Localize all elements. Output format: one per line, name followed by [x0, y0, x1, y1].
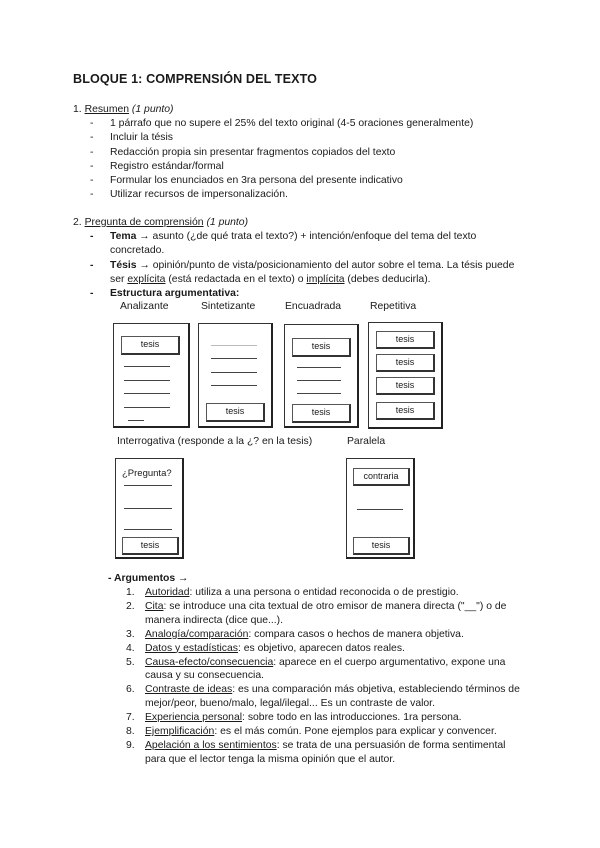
encuadrada-label: Encuadrada — [285, 301, 342, 312]
tesis-box: tesis — [353, 537, 410, 555]
list-item: - Redacción propia sin presentar fragmentos copiados del texto — [110, 146, 473, 160]
argument-term: Cita — [145, 600, 164, 612]
text-line — [297, 380, 341, 381]
tema-term: Tema — [110, 231, 137, 242]
list-item — [126, 628, 520, 642]
text-line — [211, 358, 257, 359]
list-item — [126, 656, 520, 684]
text-line — [124, 380, 170, 381]
tesis-box-top: tesis — [292, 338, 351, 357]
argument-text: : es una comparación más objetiva, estableciendo términos de mejor/peor, bueno/malo, legal/ilegal... Es un contraste de valor. — [145, 684, 520, 710]
section-1-points: (1 punto) — [129, 104, 174, 115]
argument-text: : compara casos o hechos de manera objetiva. — [248, 628, 464, 640]
argument-term: Experiencia personal — [145, 712, 243, 724]
text-line — [297, 367, 341, 368]
list-item: - Formular los enunciados en 3ra persona del presente indicativo — [110, 174, 473, 188]
tesis-box-bottom: tesis — [292, 404, 351, 423]
item-number: 3. — [126, 628, 135, 640]
section-1-title: Resumen — [84, 104, 130, 115]
paralela-diagram — [346, 458, 415, 559]
text-line — [124, 366, 170, 367]
tesis-text-1: opinión/punto de vista/posicionamiento del autor sobre el tema. La tésis puede ser — [110, 259, 515, 285]
encuadrada-diagram — [284, 324, 359, 428]
interrogativa-diagram — [115, 458, 184, 559]
tesis-box: tesis — [206, 403, 265, 422]
argument-term: Datos y estadísticas — [145, 642, 238, 654]
section-2-heading — [73, 216, 248, 230]
comprehension-list — [110, 230, 515, 301]
list-item — [126, 586, 520, 600]
arrow-icon: → — [136, 259, 153, 271]
tesis-text-2: (está redactada en el texto) o — [165, 273, 307, 285]
tesis-box: tesis — [121, 336, 180, 355]
argument-text: : utiliza a una persona o entidad reconocida o de prestigio. — [189, 587, 459, 598]
text-line — [124, 393, 170, 394]
text-line — [297, 393, 341, 394]
argument-text: : sobre todo en las introducciones. 1ra persona. — [242, 712, 462, 724]
argument-term: Contraste de ideas — [145, 684, 233, 696]
item-number: 5. — [126, 656, 135, 668]
tesis-text-3: (debes deducirla). — [344, 273, 431, 285]
repetitiva-label: Repetitiva — [370, 301, 417, 312]
item-number: 8. — [126, 726, 135, 738]
item-number: 6. — [126, 684, 135, 696]
interrogativa-label: Interrogativa (responde a la ¿? en la tesis) — [117, 436, 313, 447]
argument-term: Causa-efecto/consecuencia — [145, 656, 274, 668]
argument-term: Apelación a los sentimientos — [145, 739, 277, 751]
tesis-box: tesis — [376, 377, 435, 395]
section-2-points: (1 punto) — [203, 217, 249, 228]
text-line — [124, 529, 172, 530]
argumentos-list — [126, 586, 520, 767]
item-number: 7. — [126, 712, 135, 724]
text-line — [211, 385, 257, 386]
summary-rules-list — [110, 117, 473, 203]
argument-term: Autoridad — [145, 587, 190, 598]
item-number: 9. — [126, 739, 135, 751]
arrow-icon: → — [136, 231, 153, 242]
list-item: - 1 párrafo que no supere el 25% del texto original (4-5 oraciones generalmente) — [110, 117, 473, 131]
page-title: BLOQUE 1: COMPRENSIÓN DEL TEXTO — [73, 72, 318, 86]
list-item: - Utilizar recursos de impersonalización. — [110, 188, 473, 202]
tesis-box: tesis — [376, 354, 435, 372]
list-item: - Registro estándar/formal — [110, 160, 473, 174]
argument-text: : se introduce una cita textual de otro emisor de manera directa ("__") o de manera indirecta (dice que...). — [145, 600, 507, 626]
section-2-number: 2. — [73, 217, 85, 228]
list-item — [126, 642, 520, 656]
section-1-heading — [73, 103, 174, 117]
pregunta-text: ¿Pregunta? — [122, 468, 172, 479]
text-line — [124, 508, 172, 509]
tesis-implicita: implícita — [306, 273, 345, 285]
sintetizante-diagram — [198, 323, 273, 428]
analizante-label: Analizante — [120, 301, 169, 312]
contraria-box: contraria — [353, 468, 410, 486]
tesis-term: Tésis — [110, 259, 137, 271]
argument-text: : aparece en el cuerpo argumentativo, expone una causa y su consecuencia. — [145, 656, 506, 682]
argumentos-heading: - Argumentos → — [108, 573, 189, 584]
argument-text: : se trata de una persuasión de forma sentimental para que el lector tenga la misma opinión que el autor. — [145, 739, 506, 765]
text-line — [211, 372, 257, 373]
tesis-box: tesis — [122, 537, 179, 555]
estructura-item: - Estructura argumentativa: — [110, 287, 515, 301]
item-number: 1. — [126, 587, 135, 598]
argument-term: Ejemplificación — [145, 726, 215, 738]
text-line — [128, 420, 144, 421]
argument-term: Analogía/comparación — [145, 628, 249, 640]
tesis-box: tesis — [376, 331, 435, 349]
paralela-label: Paralela — [347, 436, 386, 447]
list-item — [126, 725, 520, 739]
text-line — [357, 509, 403, 510]
tema-text: asunto (¿de qué trata el texto?) + intención/enfoque del tema del texto concretado. — [110, 231, 477, 257]
list-item — [126, 600, 520, 628]
argument-text: : es el más común. Pone ejemplos para explicar y convencer. — [214, 726, 497, 738]
item-number: 2. — [126, 600, 135, 612]
list-item: - Incluir la tésis — [110, 131, 473, 145]
list-item — [126, 683, 520, 711]
text-line — [124, 485, 172, 486]
sintetizante-label: Sintetizante — [201, 301, 256, 312]
analizante-diagram — [113, 323, 190, 428]
list-item — [126, 711, 520, 725]
tesis-item — [110, 259, 515, 288]
argument-text: : es objetivo, aparecen datos reales. — [237, 642, 405, 654]
repetitiva-diagram — [368, 322, 443, 429]
tema-item — [110, 230, 515, 259]
section-2-title: Pregunta de comprensión — [84, 217, 204, 228]
text-line — [211, 345, 257, 346]
tesis-box: tesis — [376, 402, 435, 420]
text-line — [124, 407, 170, 408]
item-number: 4. — [126, 642, 135, 654]
tesis-explicita: explícita — [127, 273, 166, 285]
section-1-number: 1. — [73, 104, 85, 115]
list-item — [126, 739, 520, 767]
